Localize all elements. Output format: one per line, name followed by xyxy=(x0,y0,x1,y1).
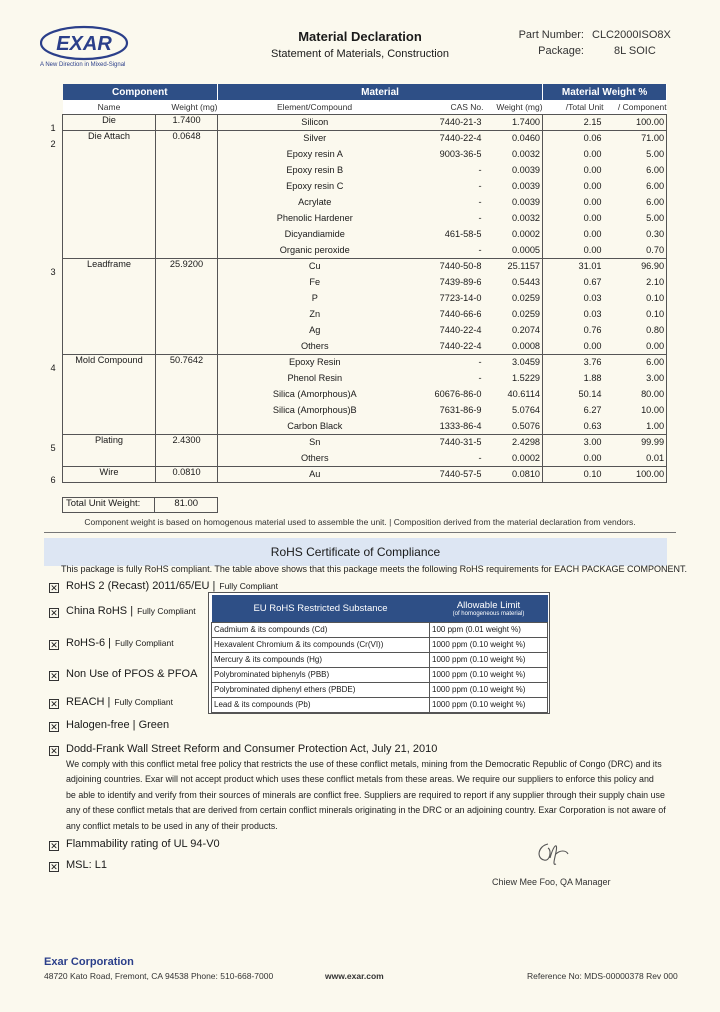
col-header-total-unit: /Total Unit xyxy=(543,100,604,114)
table-row xyxy=(212,652,548,667)
col-header-name: Name xyxy=(63,100,156,114)
compliance-item-label: Non Use of PFOS & PFOA xyxy=(66,668,198,680)
material-pct-component: 100.00 xyxy=(604,114,667,130)
eu-header-substance: EU RoHS Restricted Substance xyxy=(212,595,430,622)
table-row xyxy=(63,466,667,482)
compliance-checkbox[interactable]: ✕ xyxy=(50,583,58,593)
material-cas: 7631-86-9 xyxy=(439,405,482,415)
footer-website[interactable]: www.exar.com xyxy=(325,971,384,981)
material-pct-component: 5.00 xyxy=(604,210,667,226)
package-label: Package: xyxy=(538,45,584,57)
material-pct-total: 31.01 xyxy=(543,258,604,274)
footer-reference: Reference No: MDS-00000378 Rev 000 xyxy=(527,971,678,981)
material-weight: 0.0005 xyxy=(484,242,543,258)
material-pct-total: 0.63 xyxy=(543,418,604,434)
compliance-item-label: REACH | xyxy=(66,696,111,708)
component-weight: 2.4300 xyxy=(156,434,218,466)
material-pct-total: 0.10 xyxy=(543,466,604,482)
material-pct-component: 0.80 xyxy=(604,322,667,338)
material-weight: 0.5076 xyxy=(484,418,543,434)
signer-name: Chiew Mee Foo, QA Manager xyxy=(492,877,611,887)
component-name: Wire xyxy=(63,466,156,482)
component-number: 4 xyxy=(50,363,56,373)
eu-substance: Mercury & its compounds (Hg) xyxy=(212,652,430,667)
table-row xyxy=(212,667,548,682)
material-cas: - xyxy=(412,242,484,258)
material-weight: 0.0810 xyxy=(484,466,543,482)
material-weight: 0.0002 xyxy=(484,226,543,242)
material-element: Sn xyxy=(218,434,412,450)
component-weight: 0.0648 xyxy=(156,130,218,258)
rohs-title: RoHS Certificate of Compliance xyxy=(270,545,441,559)
material-pct-component: 0.10 xyxy=(604,290,667,306)
part-number-value: CLC2000ISO8X xyxy=(592,29,671,41)
table-row xyxy=(63,114,667,130)
col-header-cas: CAS No. xyxy=(412,100,484,114)
material-pct-total: 50.14 xyxy=(578,389,602,399)
group-header-component: Component xyxy=(63,84,218,100)
rohs-intro: This package is fully RoHS compliant. The table above shows that this package meets the following RoHS requirements for EACH PACKAGE COMPONENT. xyxy=(61,564,687,574)
material-element: Silver xyxy=(218,130,412,146)
material-element: Acrylate xyxy=(218,194,412,210)
material-pct-component: 0.00 xyxy=(604,338,667,354)
compliance-item xyxy=(66,580,278,592)
material-pct-component: 0.30 xyxy=(604,226,667,242)
material-cas: 7440-22-4 xyxy=(412,338,484,354)
material-element: Others xyxy=(218,338,412,354)
material-cas: 7440-31-5 xyxy=(412,434,484,450)
material-weight: 0.0002 xyxy=(484,450,543,466)
component-number: 5 xyxy=(50,443,56,453)
table-row xyxy=(212,682,548,697)
material-weight: 0.0259 xyxy=(484,290,543,306)
compliance-item xyxy=(66,743,437,755)
table-row xyxy=(212,697,548,712)
group-header-material: Material xyxy=(218,84,543,100)
compliance-item-status: Fully Compliant xyxy=(114,697,173,707)
material-element: Epoxy resin B xyxy=(218,162,412,178)
material-weight: 0.5443 xyxy=(484,274,543,290)
material-pct-total: 6.27 xyxy=(583,405,602,415)
material-element: Epoxy resin A xyxy=(218,146,412,162)
total-unit-weight xyxy=(62,497,218,513)
eu-limit: 1000 ppm (0.10 weight %) xyxy=(430,697,548,712)
col-header-per-component: / Component xyxy=(604,100,667,114)
material-pct-component: 100.00 xyxy=(604,466,667,482)
material-cas: - xyxy=(478,213,482,223)
material-pct-component: 5.00 xyxy=(604,146,667,162)
material-cas: - xyxy=(478,165,482,175)
eu-limit: 1000 ppm (0.10 weight %) xyxy=(430,652,548,667)
material-pct-component: 10.00 xyxy=(604,402,667,418)
table-row xyxy=(212,637,548,652)
material-weight: 0.0259 xyxy=(484,306,543,322)
material-cas: - xyxy=(412,450,484,466)
material-cas: 7440-57-5 xyxy=(412,466,484,482)
material-weight: 0.2074 xyxy=(484,322,543,338)
table-row xyxy=(212,622,548,637)
compliance-item-label: RoHS-6 | xyxy=(66,637,112,649)
compliance-checkbox[interactable]: ✕ xyxy=(50,699,58,709)
material-element: Others xyxy=(218,450,412,466)
material-weight: 0.0032 xyxy=(484,146,543,162)
compliance-item-label: MSL: L1 xyxy=(66,859,107,871)
eu-header-limit-sub: (of homogeneous material) xyxy=(452,610,525,617)
material-pct-total: 0.00 xyxy=(543,450,604,466)
material-weight: 2.4298 xyxy=(484,434,543,450)
eu-header-limit xyxy=(430,595,548,622)
material-cas: 7440-22-4 xyxy=(439,325,482,335)
eu-limit: 1000 ppm (0.10 weight %) xyxy=(430,682,548,697)
compliance-item xyxy=(66,859,107,871)
package-value: 8L SOIC xyxy=(614,45,656,57)
component-number: 2 xyxy=(50,139,56,149)
material-element: Epoxy resin C xyxy=(218,178,412,194)
material-pct-total: 0.00 xyxy=(583,213,602,223)
material-element: Epoxy Resin xyxy=(218,354,412,370)
compliance-item xyxy=(66,719,169,731)
material-pct-component: 1.00 xyxy=(604,418,667,434)
material-pct-component: 96.90 xyxy=(604,258,667,274)
table-row xyxy=(63,130,667,146)
material-cas: 7440-66-6 xyxy=(439,309,482,319)
logo-text: EXAR xyxy=(56,33,112,55)
material-pct-total: 0.00 xyxy=(583,197,602,207)
material-pct-component: 6.00 xyxy=(604,354,667,370)
compliance-checkbox[interactable]: ✕ xyxy=(50,841,58,851)
component-weight: 50.7642 xyxy=(156,354,218,434)
page-title: Material Declaration xyxy=(298,29,422,44)
total-value: 81.00 xyxy=(174,498,199,509)
material-cas: 7440-22-4 xyxy=(412,130,484,146)
material-weight: 3.0459 xyxy=(484,354,543,370)
material-pct-total: 0.06 xyxy=(543,130,604,146)
material-weight: 1.7400 xyxy=(484,114,543,130)
material-pct-component: 6.00 xyxy=(604,162,667,178)
material-element: Fe xyxy=(218,274,412,290)
material-weight: 40.6114 xyxy=(484,386,543,402)
material-pct-total: 3.76 xyxy=(543,354,604,370)
component-name: Mold Compound xyxy=(63,354,156,434)
compliance-checkbox[interactable]: ✕ xyxy=(50,862,58,872)
material-cas: 461-58-5 xyxy=(444,229,482,239)
material-weight: 1.5229 xyxy=(484,370,543,386)
material-pct-total: 0.00 xyxy=(583,165,602,175)
material-pct-component: 0.10 xyxy=(604,306,667,322)
component-weight: 0.0810 xyxy=(156,466,218,482)
material-cas: 7440-50-8 xyxy=(412,258,484,274)
compliance-checkbox[interactable]: ✕ xyxy=(50,608,58,618)
material-element: Ag xyxy=(218,322,412,338)
signature-mark xyxy=(532,836,572,870)
compliance-item xyxy=(66,605,196,617)
divider xyxy=(44,532,676,533)
material-pct-total: 0.67 xyxy=(583,277,602,287)
page-subtitle: Statement of Materials, Construction xyxy=(271,48,449,60)
material-pct-total: 0.00 xyxy=(543,242,604,258)
material-pct-total: 0.00 xyxy=(583,149,602,159)
compliance-checkbox[interactable]: ✕ xyxy=(50,640,58,650)
compliance-checkbox[interactable]: ✕ xyxy=(50,722,58,732)
material-weight: 0.0039 xyxy=(484,162,543,178)
material-weight: 0.0039 xyxy=(484,178,543,194)
compliance-item-status: Fully Compliant xyxy=(137,606,196,616)
compliance-item-label: Dodd-Frank Wall Street Reform and Consumer Protection Act, July 21, 2010 xyxy=(66,743,438,755)
material-cas: 7439-89-6 xyxy=(439,277,482,287)
material-element: Silica (Amorphous)B xyxy=(218,402,412,418)
compliance-item-status: Fully Compliant xyxy=(115,638,174,648)
material-cas: 1333-86-4 xyxy=(412,418,484,434)
material-cas: 60676-86-0 xyxy=(434,389,482,399)
part-number-label: Part Number: xyxy=(518,29,584,41)
compliance-checkbox[interactable]: ✕ xyxy=(50,746,58,756)
component-number: 6 xyxy=(50,475,56,485)
material-pct-component: 6.00 xyxy=(604,178,667,194)
material-pct-total: 1.88 xyxy=(583,373,602,383)
material-element: P xyxy=(218,290,412,306)
compliance-item-label: China RoHS | xyxy=(66,605,134,617)
material-pct-total: 0.00 xyxy=(583,181,602,191)
compliance-item xyxy=(66,696,173,708)
material-cas: 7440-21-3 xyxy=(412,114,484,130)
material-pct-component: 80.00 xyxy=(604,386,667,402)
component-number: 1 xyxy=(50,123,56,133)
col-header-mat-weight: Weight (mg) xyxy=(484,100,543,114)
compliance-item-label: Halogen-free | Green xyxy=(66,719,170,731)
table-row xyxy=(63,258,667,274)
footer-company: Exar Corporation xyxy=(44,956,134,968)
material-element: Organic peroxide xyxy=(218,242,412,258)
compliance-item-status: Fully Compliant xyxy=(219,581,278,591)
material-element: Phenol Resin xyxy=(218,370,412,386)
material-element: Dicyandiamide xyxy=(218,226,412,242)
eu-rohs-table xyxy=(211,595,548,713)
total-label: Total Unit Weight: xyxy=(63,498,155,512)
material-pct-total: 0.76 xyxy=(583,325,602,335)
tagline: A New Direction in Mixed-Signal xyxy=(40,62,126,68)
material-pct-component: 2.10 xyxy=(604,274,667,290)
component-weight: 25.9200 xyxy=(156,258,218,354)
component-name: Die xyxy=(63,114,156,130)
compliance-item-label: Flammability rating of UL 94-V0 xyxy=(66,838,220,850)
material-pct-total: 3.00 xyxy=(543,434,604,450)
material-pct-total: 0.00 xyxy=(543,338,604,354)
eu-substance: Polybrominated diphenyl ethers (PBDE) xyxy=(212,682,430,697)
component-name: Die Attach xyxy=(63,130,156,258)
table-row xyxy=(63,434,667,450)
dodd-frank-text: We comply with this conflict metal free policy that restricts the use of these conflict metals, mining from the Democratic Republic of Congo (DRC) and its adjoining countries. Exar will not accept product which uses these conflict metals from these areas. We require our suppliers to enforce this policy and be able to identify and verify from their sources of minerals are conflict free. Suppliers are required to report if any supplier through their supply chain use any of these conflict metals that are derived from certain conflict minerals originating in the DRC or an adjoining country. Exar Corporation is not aware of any conflict metals to be used in any of their products. xyxy=(66,759,666,831)
eu-limit: 1000 ppm (0.10 weight %) xyxy=(430,637,548,652)
material-table xyxy=(62,84,667,483)
material-pct-total: 0.03 xyxy=(583,309,602,319)
col-header-comp-weight: Weight (mg) xyxy=(156,100,218,114)
material-pct-total: 0.03 xyxy=(583,293,602,303)
material-cas: - xyxy=(478,373,482,383)
material-element: Silica (Amorphous)A xyxy=(218,386,412,402)
material-pct-component: 0.01 xyxy=(604,450,667,466)
eu-substance: Lead & its compounds (Pb) xyxy=(212,697,430,712)
material-element: Silicon xyxy=(218,114,412,130)
material-cas: 7723-14-0 xyxy=(439,293,482,303)
material-weight: 0.0460 xyxy=(484,130,543,146)
material-cas: - xyxy=(478,181,482,191)
eu-limit: 100 ppm (0.01 weight %) xyxy=(430,622,548,637)
material-pct-total: 0.00 xyxy=(583,229,602,239)
table-row xyxy=(63,354,667,370)
group-header-weight-pct: Material Weight % xyxy=(543,84,667,100)
material-element: Cu xyxy=(218,258,412,274)
eu-substance: Hexavalent Chromium & its compounds (Cr(VI)) xyxy=(212,637,430,652)
material-weight: 0.0039 xyxy=(484,194,543,210)
material-cas: - xyxy=(412,354,484,370)
material-weight: 0.0008 xyxy=(484,338,543,354)
material-element: Au xyxy=(218,466,412,482)
compliance-item xyxy=(66,668,197,680)
material-pct-component: 0.70 xyxy=(604,242,667,258)
component-name: Leadframe xyxy=(63,258,156,354)
material-cas: - xyxy=(478,197,482,207)
component-weight: 1.7400 xyxy=(156,114,218,130)
material-pct-component: 99.99 xyxy=(604,434,667,450)
compliance-item-label: RoHS 2 (Recast) 2011/65/EU | xyxy=(66,580,216,592)
eu-substance: Polybrominated biphenyls (PBB) xyxy=(212,667,430,682)
eu-limit: 1000 ppm (0.10 weight %) xyxy=(430,667,548,682)
table-note: Component weight is based on homogenous material used to assemble the unit. | Composition derived from the material declaration from vendors. xyxy=(84,517,636,527)
component-number: 3 xyxy=(50,267,56,277)
eu-substance: Cadmium & its compounds (Cd) xyxy=(212,622,430,637)
material-pct-component: 3.00 xyxy=(604,370,667,386)
material-pct-component: 71.00 xyxy=(604,130,667,146)
compliance-item xyxy=(66,637,174,649)
material-weight: 5.0764 xyxy=(484,402,543,418)
material-pct-component: 6.00 xyxy=(604,194,667,210)
compliance-checkbox[interactable]: ✕ xyxy=(50,671,58,681)
material-weight: 0.0032 xyxy=(484,210,543,226)
footer-address: 48720 Kato Road, Fremont, CA 94538 Phone: 510-668-7000 xyxy=(44,971,274,981)
component-name: Plating xyxy=(63,434,156,466)
col-header-element: Element/Compound xyxy=(218,100,412,114)
material-element: Zn xyxy=(218,306,412,322)
material-element: Carbon Black xyxy=(218,418,412,434)
material-weight: 25.1157 xyxy=(484,258,543,274)
material-cas: 9003-36-5 xyxy=(439,149,482,159)
eu-header-limit-title: Allowable Limit xyxy=(456,599,521,611)
compliance-item xyxy=(66,838,220,850)
material-element: Phenolic Hardener xyxy=(218,210,412,226)
material-pct-total: 2.15 xyxy=(543,114,604,130)
